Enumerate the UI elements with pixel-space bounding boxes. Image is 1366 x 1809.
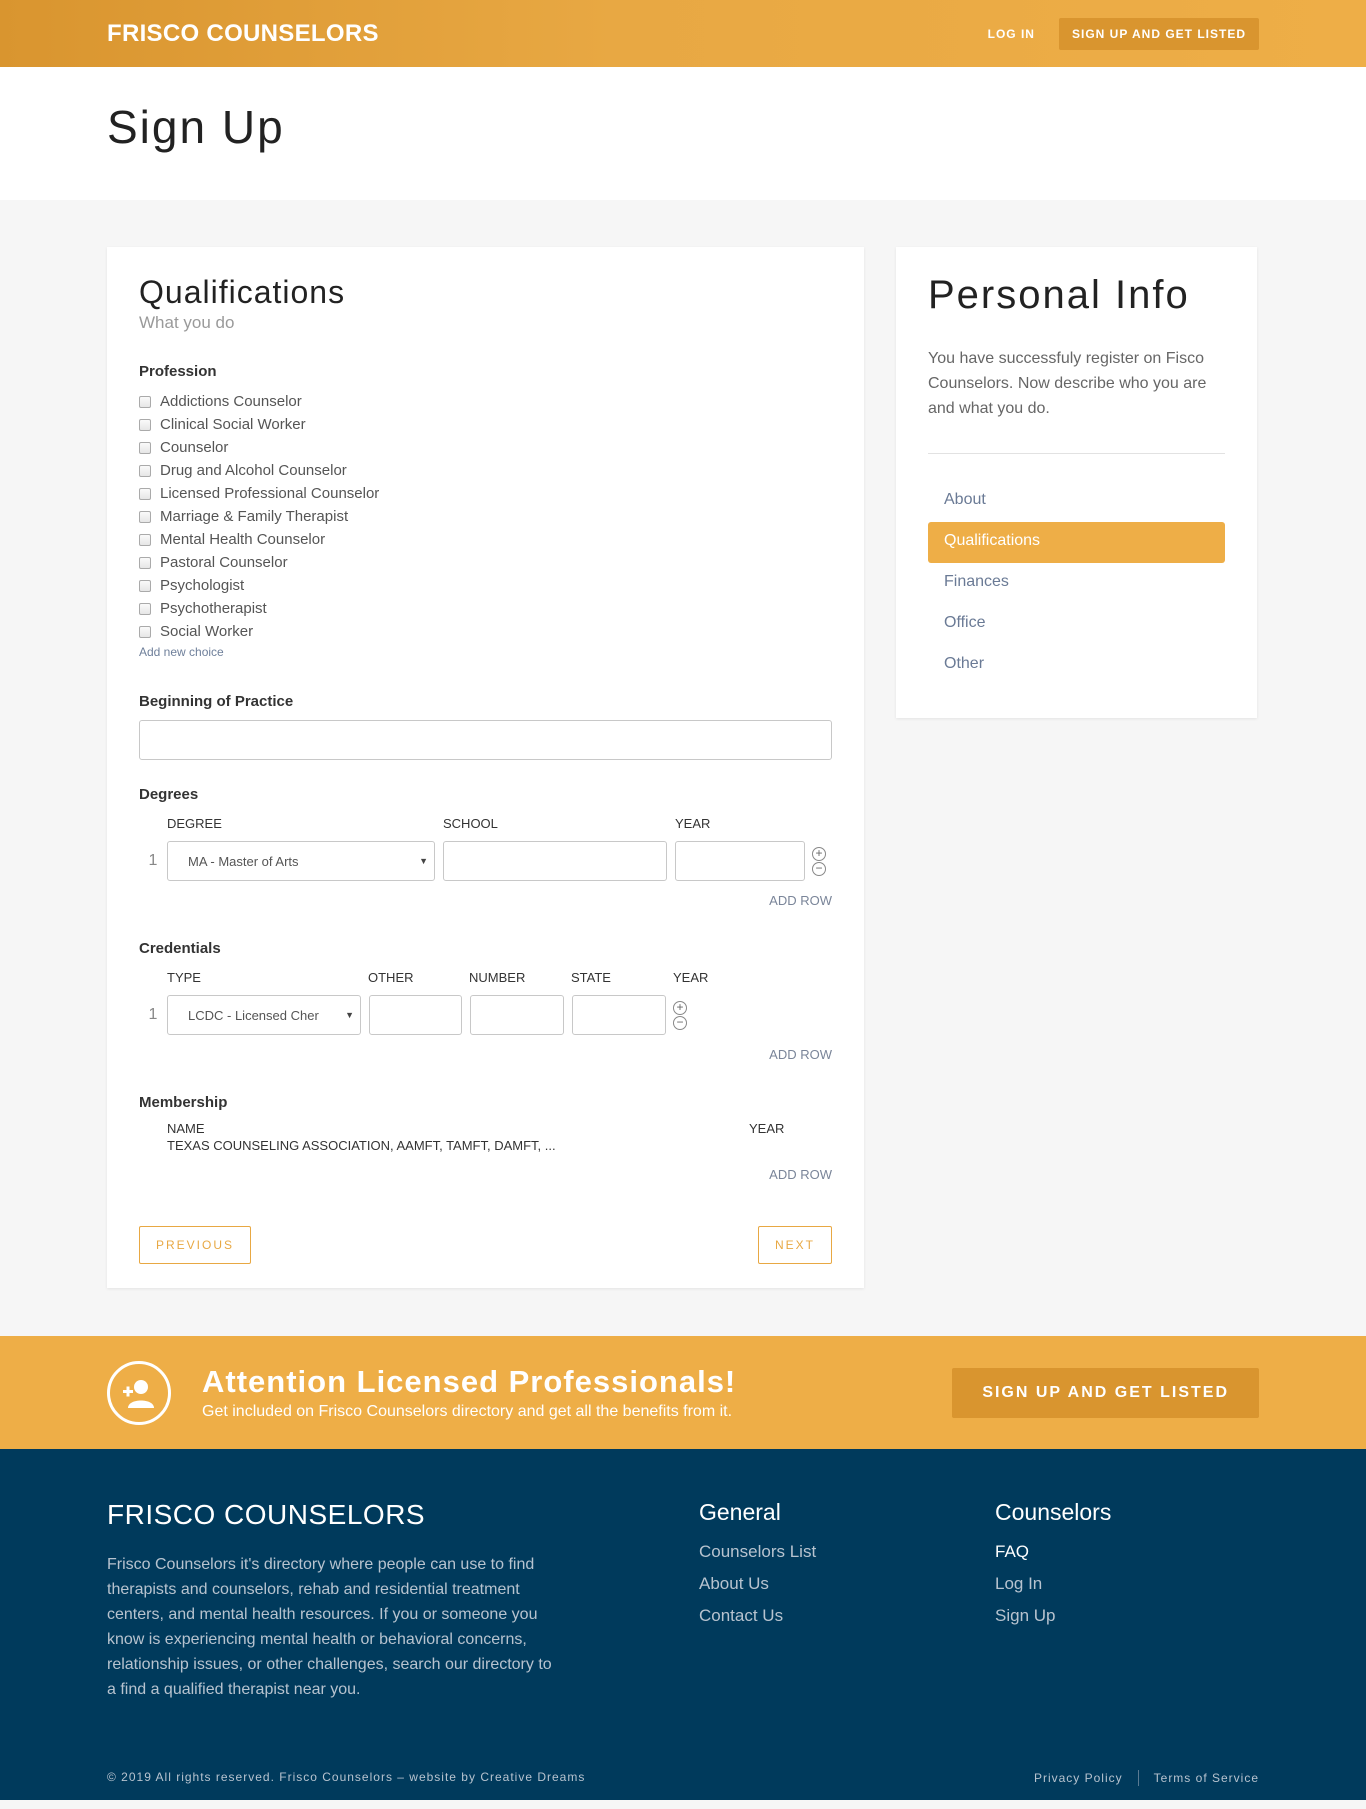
step-office[interactable]: Office — [944, 614, 986, 631]
divider — [1138, 1770, 1139, 1786]
profession-option-label: Psychotherapist — [160, 600, 267, 617]
side-description: You have successfuly register on Fisco Counselors. Now describe who you are and what you do. — [928, 350, 1207, 417]
profession-option[interactable] — [139, 413, 832, 436]
degrees-header — [139, 813, 832, 833]
top-navbar — [0, 0, 1366, 67]
copyright: © 2019 All rights reserved. Frisco Counselors – website by Creative Dreams — [107, 1770, 586, 1784]
previous-button[interactable]: PREVIOUS — [139, 1226, 251, 1264]
practice-label: Beginning of Practice — [139, 693, 294, 710]
checkbox[interactable] — [139, 626, 151, 638]
step-nav — [928, 481, 1225, 686]
checkbox[interactable] — [139, 580, 151, 592]
footer-link-log-in[interactable]: Log In — [995, 1574, 1043, 1593]
practice-input[interactable] — [139, 720, 832, 760]
row-number: 1 — [148, 852, 158, 869]
qualifications-form — [107, 247, 864, 1288]
form-title: Qualifications — [139, 274, 346, 310]
row-controls — [812, 847, 826, 876]
page-header — [0, 67, 1366, 200]
login-link[interactable]: LOG IN — [987, 26, 1035, 41]
profession-option[interactable] — [139, 390, 832, 413]
name-column-header: NAME — [167, 1121, 205, 1136]
checkbox[interactable] — [139, 488, 151, 500]
footer-counselors — [995, 1499, 1111, 1702]
profession-option-label: Clinical Social Worker — [160, 416, 306, 433]
school-column-header: SCHOOL — [443, 815, 498, 831]
footer-link-about-us[interactable]: About Us — [699, 1574, 769, 1593]
footer-brand[interactable]: FRISCO COUNSELORS — [107, 1499, 426, 1530]
degrees-add-row-button[interactable]: ADD ROW — [769, 893, 832, 908]
footer-legal — [1034, 1770, 1259, 1786]
credentials-label: Credentials — [139, 940, 221, 957]
footer-about — [107, 1499, 699, 1702]
row-controls — [673, 1001, 687, 1030]
profession-option-label: Mental Health Counselor — [160, 531, 326, 548]
footer-link-contact-us[interactable]: Contact Us — [699, 1606, 784, 1625]
chevron-down-icon: ▼ — [345, 1010, 354, 1020]
cta-text — [202, 1364, 952, 1421]
checkbox[interactable] — [139, 465, 151, 477]
form-subtitle: What you do — [139, 313, 235, 332]
other-input[interactable] — [369, 995, 462, 1035]
checkbox[interactable] — [139, 511, 151, 523]
profession-option-label: Marriage & Family Therapist — [160, 508, 349, 525]
profession-option[interactable] — [139, 482, 832, 505]
profession-option[interactable] — [139, 505, 832, 528]
profession-option-label: Pastoral Counselor — [160, 554, 288, 571]
footer-bottom — [107, 1770, 1259, 1786]
plus-circle-icon[interactable]: + — [673, 1001, 687, 1015]
chevron-down-icon: ▼ — [419, 856, 428, 866]
page-title: Sign Up — [107, 101, 285, 153]
next-button[interactable]: NEXT — [758, 1226, 832, 1264]
school-input[interactable] — [443, 841, 667, 881]
signup-button[interactable]: SIGN UP AND GET LISTED — [1059, 18, 1259, 50]
degree-column-header: DEGREE — [167, 815, 222, 831]
form-actions — [139, 1226, 832, 1264]
year-input[interactable] — [675, 841, 805, 881]
credential-type-select[interactable] — [167, 995, 361, 1035]
main-content — [0, 200, 1366, 1336]
brand-logo[interactable]: FRISCO COUNSELORS — [107, 19, 379, 47]
credential-row — [139, 995, 832, 1035]
side-title: Personal Info — [928, 273, 1190, 317]
profession-option[interactable] — [139, 436, 832, 459]
row-number: 1 — [148, 1006, 158, 1023]
footer-link-counselors-list[interactable]: Counselors List — [699, 1542, 817, 1561]
state-input[interactable] — [572, 995, 666, 1035]
degree-select-value: MA - Master of Arts — [188, 853, 299, 869]
divider — [928, 453, 1225, 454]
profession-option[interactable] — [139, 528, 832, 551]
degree-row — [139, 841, 832, 881]
degree-select[interactable] — [167, 841, 435, 881]
footer-link-sign-up[interactable]: Sign Up — [995, 1606, 1056, 1625]
top-nav — [988, 18, 1259, 50]
footer-counselors-links — [995, 1542, 1111, 1638]
footer — [0, 1449, 1366, 1800]
add-new-choice-link[interactable]: Add new choice — [139, 645, 224, 659]
profession-option[interactable] — [139, 459, 832, 482]
minus-circle-icon[interactable]: − — [673, 1016, 687, 1030]
profession-option-label: Counselor — [160, 439, 229, 456]
step-qualifications[interactable]: Qualifications — [928, 522, 1225, 563]
year-column-header: YEAR — [675, 815, 711, 831]
profession-option-label: Psychologist — [160, 577, 245, 594]
year-column-header: YEAR — [749, 1121, 785, 1136]
profession-option[interactable] — [139, 597, 832, 620]
profession-option-label: Licensed Professional Counselor — [160, 485, 380, 502]
profession-option[interactable] — [139, 620, 832, 643]
footer-description: Frisco Counselors it's directory where people can use to find therapists and counselors, rehab and residential treatment centers, and mental health resources. If you or someone you know is experiencing mental health or behavioral concerns, relationship issues, or other challenges, search our directory to a find a qualified therapist near you. — [107, 1556, 552, 1698]
number-column-header: NUMBER — [469, 969, 526, 985]
checkbox[interactable] — [139, 442, 151, 454]
footer-counselors-title: Counselors — [995, 1499, 1112, 1525]
cta-subtitle: Get included on Frisco Counselors directory and get all the benefits from it. — [202, 1403, 733, 1420]
terms-of-service-link[interactable]: Terms of Service — [1153, 1771, 1259, 1785]
state-column-header: STATE — [571, 969, 611, 985]
step-finances[interactable]: Finances — [944, 573, 1009, 590]
step-other[interactable]: Other — [944, 655, 985, 672]
checkbox[interactable] — [139, 603, 151, 615]
add-user-icon — [107, 1361, 171, 1425]
privacy-policy-link[interactable]: Privacy Policy — [1033, 1771, 1123, 1785]
year-column-header: YEAR — [673, 969, 709, 985]
profession-option[interactable] — [139, 574, 832, 597]
step-about[interactable]: About — [944, 491, 986, 508]
credentials-add-row-button[interactable]: ADD ROW — [769, 1047, 832, 1062]
credential-type-value: LCDC - Licensed Cher — [188, 1007, 319, 1023]
membership-name-value: TEXAS COUNSELING ASSOCIATION, AAMFT, TAMFT, DAMFT, ... — [167, 1138, 556, 1153]
footer-general-links — [699, 1542, 995, 1638]
profession-option-label: Social Worker — [160, 623, 254, 640]
minus-circle-icon[interactable]: − — [812, 862, 826, 876]
plus-circle-icon[interactable]: + — [812, 847, 826, 861]
checkbox[interactable] — [139, 534, 151, 546]
personal-info-card — [896, 247, 1257, 718]
credentials-header — [139, 967, 832, 987]
checkbox[interactable] — [139, 419, 151, 431]
other-column-header: OTHER — [368, 969, 414, 985]
checkbox[interactable] — [139, 557, 151, 569]
cta-signup-button[interactable]: SIGN UP AND GET LISTED — [952, 1368, 1259, 1418]
profession-option-label: Addictions Counselor — [160, 393, 302, 410]
type-column-header: TYPE — [167, 969, 201, 985]
profession-checklist — [139, 390, 832, 643]
cta-title: Attention Licensed Professionals! — [202, 1364, 737, 1399]
profession-label: Profession — [139, 363, 217, 380]
degrees-label: Degrees — [139, 786, 199, 803]
membership-header — [139, 1121, 832, 1136]
profession-option-label: Drug and Alcohol Counselor — [160, 462, 347, 479]
membership-label: Membership — [139, 1094, 228, 1111]
footer-columns — [107, 1499, 1259, 1702]
footer-general-title: General — [699, 1499, 781, 1525]
footer-link-faq[interactable]: FAQ — [995, 1542, 1030, 1561]
cta-banner — [0, 1336, 1366, 1449]
checkbox[interactable] — [139, 396, 151, 408]
footer-general — [699, 1499, 995, 1702]
number-input[interactable] — [470, 995, 564, 1035]
profession-option[interactable] — [139, 551, 832, 574]
membership-add-row-button[interactable]: ADD ROW — [769, 1167, 832, 1182]
